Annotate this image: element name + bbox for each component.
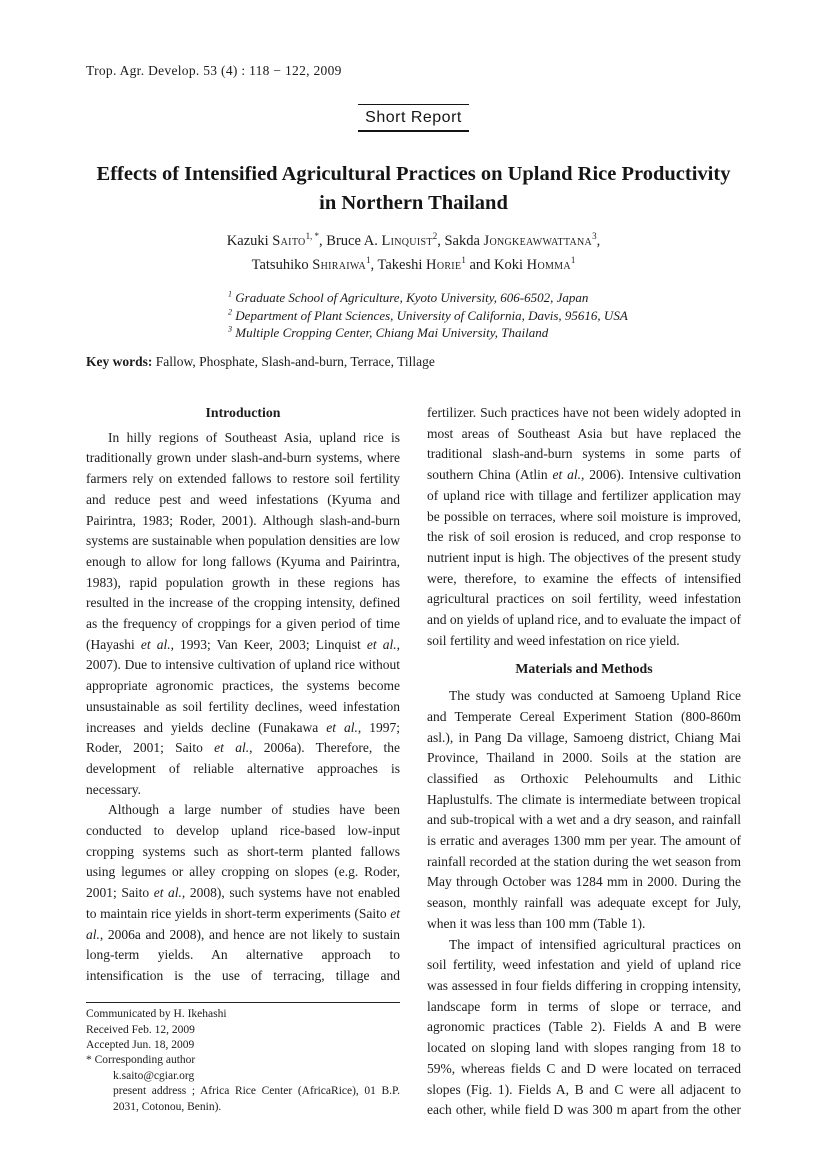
section-heading-introduction: Introduction bbox=[205, 405, 281, 420]
affiliation-marker: 1 bbox=[228, 289, 233, 299]
authors-line1: Kazuki Saito$^{1, *}$, Bruce A. Linquist$^2$, Sakda Jongkeawwattana$^3$, bbox=[226, 231, 601, 249]
paper-title-line2: in Northern Thailand bbox=[319, 192, 508, 214]
footnote-line: Communicated by H. Ikehashi bbox=[86, 1008, 227, 1021]
affiliations-block bbox=[228, 289, 628, 342]
corresponding-author-email: k.saito@cgiar.org bbox=[113, 1069, 195, 1082]
keywords-value: Fallow, Phosphate, Slash-and-burn, Terrace, Tillage bbox=[152, 354, 435, 369]
affiliation-item bbox=[228, 307, 628, 325]
footnote-line: * Corresponding author bbox=[86, 1054, 196, 1067]
affiliation-item bbox=[228, 324, 628, 342]
affiliation-text: Graduate School of Agriculture, Kyoto University, 606-6502, Japan bbox=[232, 290, 589, 305]
keywords-label: Key words: bbox=[86, 354, 153, 369]
affiliation-marker: 2 bbox=[228, 307, 233, 317]
report-type-badge: Short Report bbox=[358, 104, 469, 132]
footnote-present-address: present address ; Africa Rice Center (AfricaRice), 01 B.P. 2031, Cotonou, Benin). bbox=[113, 1085, 400, 1113]
journal-citation: Trop. Agr. Develop. 53 (4) : 118 − 122, 2009 bbox=[86, 63, 342, 78]
footnote-block bbox=[86, 1002, 400, 1115]
section-heading-materials-and-methods: Materials and Methods bbox=[515, 661, 653, 677]
right-column bbox=[427, 403, 741, 1118]
paper-title-line1: Effects of Intensified Agricultural Practices on Upland Rice Productivity bbox=[96, 163, 731, 185]
paragraph: The impact of intensified agricultural practices on soil fertility, weed infestation and yield of upland rice was assessed in four fields differing in cropping intensity, landscape form in terms of slope or terrace, and agronomic practices (Table 2). Fields A and B were located on sloping land with slopes ranging from 18 to 59%, whereas fields C and D were located on terraced slopes (Fig. 1). Fields A, B and C were all adjacent to each other, while field D was 300 m apart from the other bbox=[427, 936, 741, 1118]
authors-block bbox=[0, 229, 827, 277]
paragraph: In hilly regions of Southeast Asia, upland rice is traditionally grown under slash-and-burn systems, where farmers rely on extended fallows to restore soil fertility and reduce pest and weed infestations (Kyuma and Pairintra, 1983; Roder, 2001). Although slash-and-burn systems are sustainable when population densities are low enough to allow for long fallows (Kyuma and Pairintra, 1983), rapid population growth in these regions has resulted in the increase of the cropping intensity, defined as the frequency of croppings for a given period of time (Hayashi et al., 1993; Van Keer, 2003; Linquist et al., 2007). Due to intensive cultivation of upland rice without appropriate agronomic practices, the systems become unsustainable as soil fertility declines, weed infestation increases and yields decline (Funakawa et al., 1997; Roder, 2001; Saito et al., 2006a). Therefore, the development of reliable alternative approaches is necessary. bbox=[86, 429, 401, 797]
paragraph: fertilizer. Such practices have not been widely adopted in most areas of Southeast Asia but have replaced the traditional slash-and-burn systems in some parts of southern China (Atlin et al., 2006). Intensive cultivation of upland rice with tillage and fertilizer application may be possible on terraces, where soil moisture is improved, the risk of soil erosion is reduced, and crop response to nutrient input is high. The objectives of the present study were, therefore, to examine the effects of intensified agricultural practices on soil fertility, weed infestation and on yields of upland rice, and to evaluate the impact of soil fertility and weed infestation on rice yield. bbox=[427, 405, 741, 648]
affiliation-text: Multiple Cropping Center, Chiang Mai University, Thailand bbox=[232, 325, 549, 340]
affiliation-text: Department of Plant Sciences, University of California, Davis, 95616, USA bbox=[232, 307, 628, 323]
keywords-line bbox=[86, 354, 741, 370]
footnote-line: Received Feb. 12, 2009 bbox=[86, 1023, 195, 1036]
two-column-body bbox=[86, 403, 741, 1118]
paragraph: The study was conducted at Samoeng Upland Rice and Temperate Cereal Experiment Station (800-860m asl.), in Pang Da village, Samoeng district, Chiang Mai Province, Thailand in 2000. Soils at the station are classified as Orthoxic Pelehoumults and Lithic Haplustulfs. The climate is intermediate between tropical and sub-tropical with a wet and a dry season, and rainfall is erratic and averages 1300 mm per year. The amount of rainfall recorded at the station during the wet season from May through October was 1284 mm in 2000. During the season, monthly rainfall was adequate except for July, when it was less than 100 mm (Table 1). bbox=[427, 688, 741, 931]
footnote-line: Accepted Jun. 18, 2009 bbox=[86, 1038, 195, 1051]
affiliation-item bbox=[228, 289, 628, 307]
report-type-badge-container bbox=[0, 104, 827, 132]
left-column bbox=[86, 403, 400, 1115]
paragraph: Although a large number of studies have been conducted to develop upland rice-based low-input cropping systems such as short-term planted fallows using legumes or alley cropping on slopes (e.g. Roder, 2001; Saito et al., 2008), such systems have not enabled to maintain rice yields in short-term experiments (Saito et al., 2006a and 2008), and hence are not likely to sustain long-term yields. An alternative approach to intensification is the use of terracing, tillage and bbox=[86, 802, 400, 983]
affiliation-marker: 3 bbox=[228, 324, 233, 334]
paper-title bbox=[0, 160, 827, 218]
authors-line2: Tatsuhiko Shiraiwa$^1$, Takeshi Horie$^1$ and Koki Homma$^1$ bbox=[251, 255, 576, 273]
